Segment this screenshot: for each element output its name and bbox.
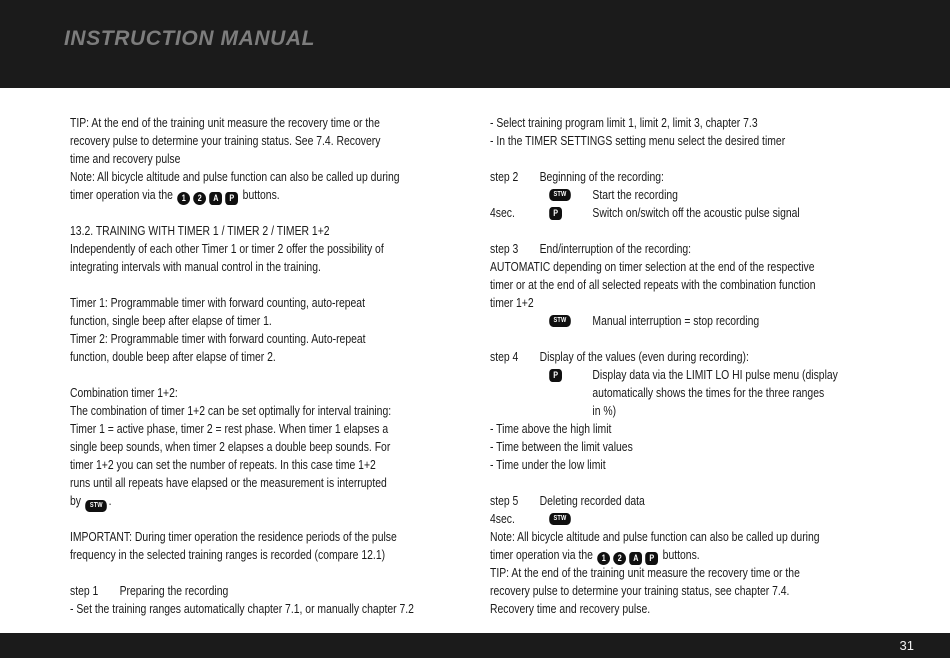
button-p-icon: P [225,192,238,205]
step-text [540,168,900,186]
step-label: step 1 [70,583,99,598]
paragraph [70,384,480,510]
icon-row [490,510,900,528]
text-line: function, double beep after elapse of timer 2. [70,349,276,364]
paragraph [490,114,900,150]
icon-cell [540,366,593,384]
icon-cell [540,186,593,204]
text-line: recovery pulse to determine your training status, see chapter 7.4. [490,583,790,598]
step-label: step 5 [490,493,519,508]
text-line: - In the TIMER SETTINGS setting menu select the desired timer [490,133,786,148]
page-title: INSTRUCTION MANUAL [64,27,316,50]
text-line: TIP: At the end of the training unit measure the recovery time or the [490,565,800,580]
paragraph [70,600,480,618]
text-line: - Select training program limit 1, limit 2, limit 3, chapter 7.3 [490,115,758,130]
right-column [490,114,900,618]
text-line: single beep sounds, when timer 2 elapses a double beep sounds. For [70,439,391,454]
text-line: Timer 1 = active phase, timer 2 = rest phase. When timer 1 elapses a [70,421,389,436]
text-line: The combination of timer 1+2 can be set optimally for interval training: [70,403,392,418]
paragraph [70,294,480,366]
step-text [120,582,480,600]
text-line: End/interruption of the recording: [539,241,692,256]
spacer [70,204,480,222]
text-line: - Set the training ranges automatically chapter 7.1, or manually chapter 7.2 [70,601,414,616]
left-column [70,114,480,618]
text-line: Deleting recorded data [539,493,645,508]
step-text [540,240,900,258]
spacer [490,474,900,492]
page-header [0,0,950,88]
text-line: Independently of each other Timer 1 or timer 2 offer the possibility of [70,241,384,256]
text-line: timer operation via the 1 2 A P buttons. [70,187,280,203]
icon-row [490,186,900,204]
stw-button-icon: STW [549,315,571,327]
text-line: automatically shows the times for the three ranges [592,385,825,400]
step-label: step 4 [490,349,519,364]
step-row [490,348,900,366]
text-line: IMPORTANT: During timer operation the residence periods of the pulse [70,529,397,544]
text-line: - Time under the low limit [490,457,606,472]
stw-button-icon: STW [549,513,571,525]
icon-cell [540,510,593,528]
button-a-icon: A [629,552,642,565]
text-line: in %) [592,403,617,418]
text-line: timer 1+2 [490,295,534,310]
button-p-icon: P [645,552,658,565]
spacer [490,222,900,240]
text-line: Timer 2: Programmable timer with forward counting. Auto-repeat [70,331,366,346]
text-line: Combination timer 1+2: [70,385,178,400]
page-footer [0,633,950,658]
text-line: recovery pulse to determine your training status. See 7.4. Recovery [70,133,381,148]
button-1-icon: 1 [177,192,190,205]
step-text [540,348,900,366]
button-2-icon: 2 [613,552,626,565]
paragraph [70,222,480,276]
text-line: by STW . [70,492,480,510]
text-line: Display data via the LIMIT LO HI pulse menu (display [592,367,838,382]
button-1-icon: 1 [597,552,610,565]
paragraph [490,528,900,618]
paragraph [490,420,900,474]
text-line: Recovery time and recovery pulse. [490,601,651,616]
step-label: step 3 [490,241,519,256]
icon-cell [540,312,593,330]
text-line: Manual interruption = stop recording [592,313,760,328]
step-row [490,168,900,186]
stw-button-icon: STW [85,500,107,512]
icon-row-label: 4sec. [490,205,515,220]
paragraph [70,528,480,564]
text-line: timer operation via the 1 2 A P buttons. [490,547,700,563]
icon-row-label [490,312,540,330]
spacer [490,330,900,348]
text-line: Preparing the recording [119,583,229,598]
stw-button-icon: STW [549,189,571,201]
text-line: time and recovery pulse [70,151,181,166]
text-line: timer or at the end of all selected repeats with the combination function [490,277,816,292]
paragraph [490,258,900,312]
text-line: timer 1+2 you can set the number of repeats. In this case time 1+2 [70,457,376,472]
page-number: 31 [899,638,914,653]
step-row [490,492,900,510]
icon-row-label [490,366,540,384]
button-2-icon: 2 [193,192,206,205]
spacer [70,564,480,582]
step-text [540,492,900,510]
text-line: Switch on/switch off the acoustic pulse signal [592,205,800,220]
text-line: runs until all repeats have elapsed or the measurement is interrupted [70,475,387,490]
icon-row-text [592,186,899,204]
spacer [490,150,900,168]
text-line: integrating intervals with manual control in the training. [70,259,321,274]
text-line: Note: All bicycle altitude and pulse function can also be called up during [490,529,820,544]
icon-row-text [592,204,899,222]
icon-row [490,366,900,420]
text-line: - Time between the limit values [490,439,633,454]
icon-row [490,312,900,330]
text-line: Start the recording [592,187,678,202]
spacer [70,510,480,528]
text-line: Timer 1: Programmable timer with forward counting, auto-repeat [70,295,365,310]
button-p-icon: P [549,207,562,220]
text-line: function, single beep after elapse of timer 1. [70,313,272,328]
icon-row-label [490,186,540,204]
icon-cell [540,204,593,222]
step-row [490,240,900,258]
step-label: step 2 [490,169,519,184]
text-line: TIP: At the end of the training unit measure the recovery time or the [70,115,380,130]
icon-row-label: 4sec. [490,511,515,526]
spacer [70,366,480,384]
text-line: 13.2. TRAINING WITH TIMER 1 / TIMER 2 / TIMER 1+2 [70,223,330,238]
step-row [70,582,480,600]
spacer [70,276,480,294]
text-line: frequency in the selected training ranges is recorded (compare 12.1) [70,547,386,562]
text-line: AUTOMATIC depending on timer selection at the end of the respective [490,259,815,274]
paragraph [70,114,480,204]
text-line: Beginning of the recording: [539,169,664,184]
text-line: Note: All bicycle altitude and pulse function can also be called up during [70,169,400,184]
text-line: - Time above the high limit [490,421,612,436]
icon-row-text [592,366,899,420]
button-p-icon: P [549,369,562,382]
button-a-icon: A [209,192,222,205]
icon-row [490,204,900,222]
text-line: Display of the values (even during recording): [539,349,749,364]
icon-row-text [592,312,899,330]
